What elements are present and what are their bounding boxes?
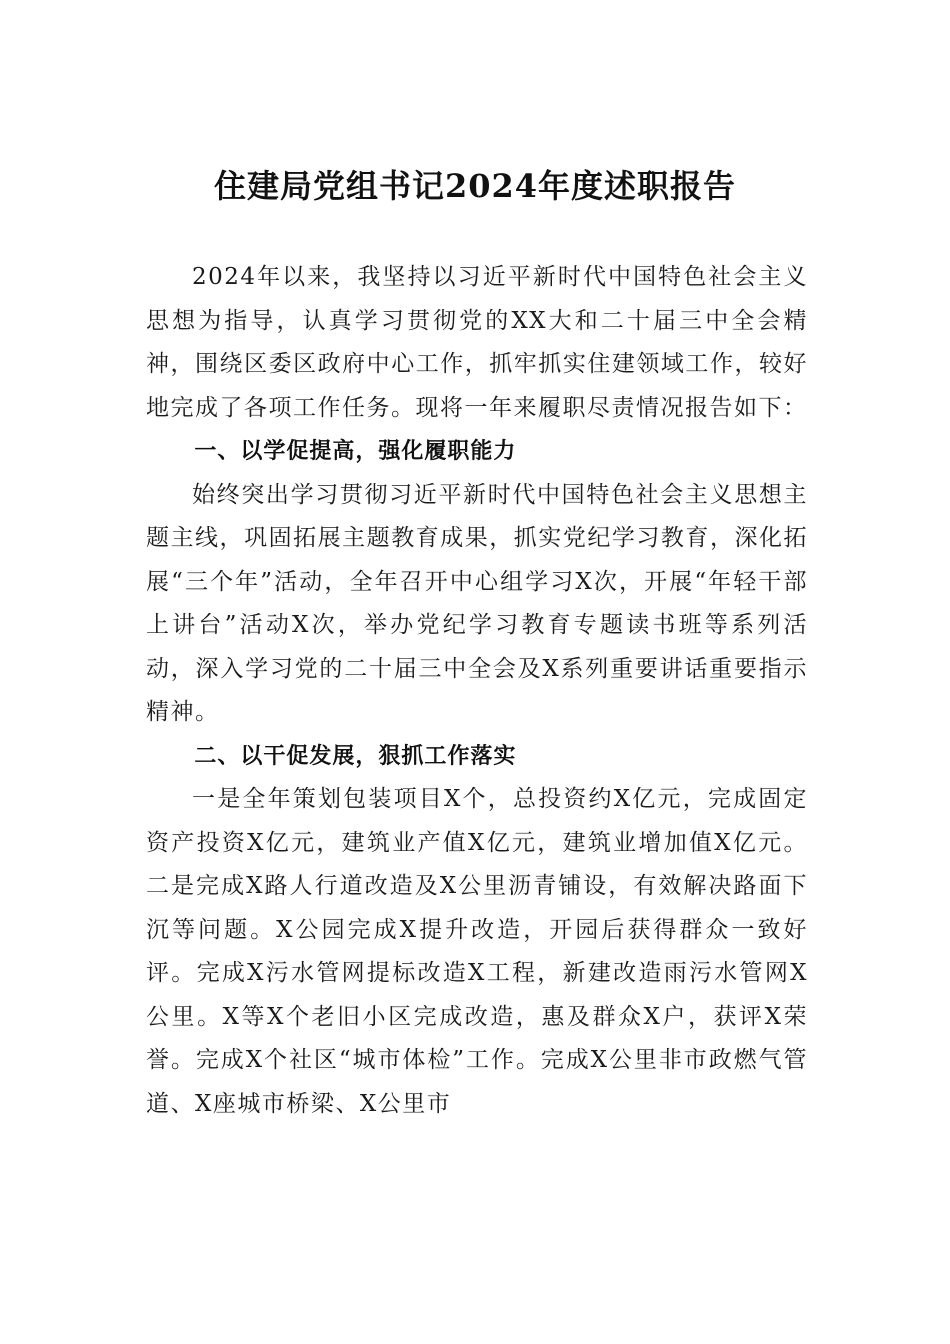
document-title: 住建局党组书记2024年度述职报告 xyxy=(213,167,737,205)
section-1-heading: 一、以学促提高，强化履职能力 xyxy=(194,439,517,464)
section-2-heading: 二、以干促发展，狠抓工作落实 xyxy=(194,743,517,769)
document-body xyxy=(146,256,808,1126)
section-2-paragraph: 一是全年策划包装项目X个，总投资约X亿元，完成固定资产投资X亿元，建筑业产值X亿元，建筑业增加值X亿元。二是完成X路人行道改造及X公里沥青铺设，有效解决路面下沉等问题。X公园完成X提升改造，开园后获得群众一致好评。完成X污水管网提标改造X工程，新建改造雨污水管网X公里。X等X个老旧小区完成改造，惠及群众X户，获评X荣誉。完成X个社区“城市体检”工作。完成X公里非市政燃气管道、X座城市桥梁、X公里市 xyxy=(146,786,808,1117)
intro-paragraph: 2024年以来，我坚持以习近平新时代中国特色社会主义思想为指导，认真学习贯彻党的XX大和二十届三中全会精神，围绕区委区政府中心工作，抓牢抓实住建领域工作，较好地完成了各项工作任务。现将一年来履职尽责情况报告如下： xyxy=(146,264,808,421)
section-1-paragraph: 始终突出学习贯彻习近平新时代中国特色社会主义思想主题主线，巩固拓展主题教育成果，抓实党纪学习教育，深化拓展“三个年”活动，全年召开中心组学习X次，开展“年轻干部上讲台”活动X次，举办党纪学习教育专题读书班等系列活动，深入学习党的二十届三中全会及X系列重要讲话重要指示精神。 xyxy=(146,481,808,725)
